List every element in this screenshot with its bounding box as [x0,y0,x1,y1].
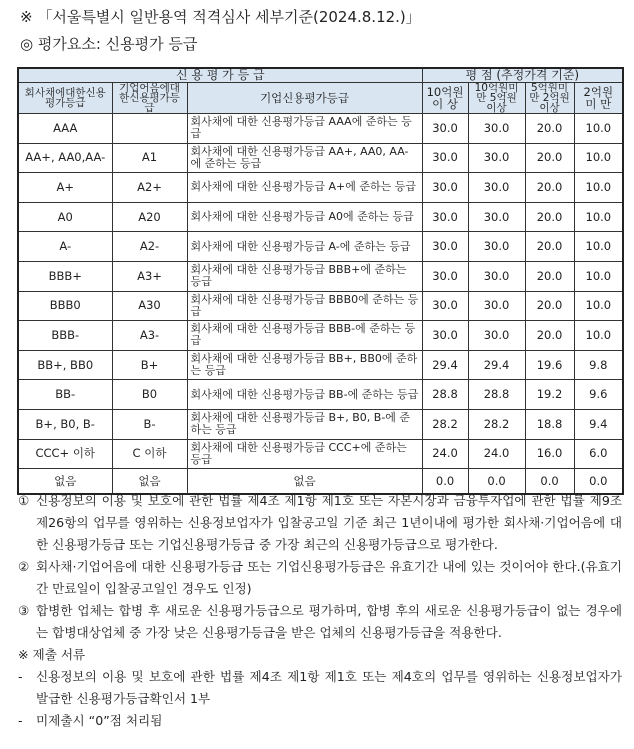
table-cell: 30.0 [422,321,468,351]
table-cell: 10.0 [574,232,623,262]
notes-section [18,490,622,732]
table-cell: A2- [112,232,187,262]
column-header: 회사채에대한신용평가등급 [18,83,112,114]
table-cell: B+ [112,350,187,380]
table-cell: 9.8 [574,350,623,380]
table-cell: 회사채에 대한 신용평가등급 AAA에 준하는 등급 [187,114,422,144]
table-cell: A1 [112,143,187,173]
section-subtitle: ◎ 평가요소: 신용평가 등급 [20,35,198,53]
table-cell: 9.4 [574,409,623,439]
table-cell: 20.0 [525,321,574,351]
table-cell: 회사채에 대한 신용평가등급 BB-에 준하는 등급 [187,380,422,410]
note-item [18,556,622,600]
table-cell: 20.0 [525,114,574,144]
table-cell: AAA [18,114,112,144]
table-cell: 회사채에 대한 신용평가등급 A-에 준하는 등급 [187,232,422,262]
note-marker: ② [18,559,30,574]
table-cell: 28.8 [468,380,525,410]
table-cell: 30.0 [468,291,525,321]
table-row [18,380,623,410]
submission-item [18,710,622,732]
table-cell: A0 [18,202,112,232]
submission-heading: ※ 제출 서류 [18,647,86,662]
table-cell: A- [18,232,112,262]
table-cell: 회사채에 대한 신용평가등급 BBB0에 준하는 등급 [187,291,422,321]
table-cell: 10.0 [574,291,623,321]
table-row [18,350,623,380]
table-row [18,232,623,262]
table-cell: 회사채에 대한 신용평가등급 BBB-에 준하는 등급 [187,321,422,351]
table-cell: 30.0 [468,232,525,262]
table-cell: BBB+ [18,261,112,291]
table-cell: 28.2 [422,409,468,439]
table-cell: 30.0 [468,202,525,232]
table-cell: 28.8 [422,380,468,410]
column-header: 10억원미만 5억원이상 [468,83,525,114]
table-row [18,291,623,321]
table-cell: A3- [112,321,187,351]
table-row [18,114,623,144]
table-cell: 30.0 [468,261,525,291]
note-marker: ① [18,493,30,508]
table-cell: B0 [112,380,187,410]
table-cell: 30.0 [468,321,525,351]
table-cell: 없음 [18,469,112,495]
table-cell: 0.0 [525,469,574,495]
note-item [18,600,622,644]
table-cell: 10.0 [574,261,623,291]
table-cell: B+, B0, B- [18,409,112,439]
table-cell: 회사채에 대한 신용평가등급 A0에 준하는 등급 [187,202,422,232]
column-header: 10억원 이 상 [422,83,468,114]
table-cell: 30.0 [422,114,468,144]
table-cell: 30.0 [422,202,468,232]
table-cell: 20.0 [525,143,574,173]
table-cell: 29.4 [422,350,468,380]
table-cell: 6.0 [574,439,623,469]
table-cell: BBB0 [18,291,112,321]
table-cell: 회사채에 대한 신용평가등급 B+, B0, B-에 준하는 등급 [187,409,422,439]
table-cell: 없음 [187,469,422,495]
table-cell: 회사채에 대한 신용평가등급 A+에 준하는 등급 [187,173,422,203]
table-cell: 30.0 [422,143,468,173]
note-text: 신용정보의 이용 및 보호에 관한 법률 제4조 제1항 제1호 또는 자본시장과 금융투자업에 관한 법률 제9조 제26항의 업무를 영위하는 신용정보업자가 입찰공고일 기준 최근 1년이내에 평가한 회사채·기업어음에 대한 신용평가등급 또는 기업신용평가등급 중 가장 최근의 신용평가등급으로 평가한다. [36,493,622,552]
table-cell: 0.0 [574,469,623,495]
table-cell: 20.0 [525,202,574,232]
table-cell: BBB- [18,321,112,351]
table-cell: AA+, AA0,AA- [18,143,112,173]
note-text: 회사채·기업어음에 대한 신용평가등급 또는 기업신용평가등급은 유효기간 내에 있는 것이어야 한다.(유효기간 만료일이 입찰공고일인 경우도 인정) [36,559,622,596]
table-row [18,321,623,351]
table-cell: 20.0 [525,232,574,262]
column-header: 기업어음에대한신용평가등급 [112,83,187,114]
table-cell: 10.0 [574,173,623,203]
table-cell: A+ [18,173,112,203]
table-row [18,261,623,291]
table-cell: 0.0 [422,469,468,495]
table-cell: BB+, BB0 [18,350,112,380]
table-cell: BB- [18,380,112,410]
table-cell: 24.0 [468,439,525,469]
column-header: 기업신용평가등급 [187,83,422,114]
table-cell: 30.0 [422,173,468,203]
table-cell: 30.0 [468,114,525,144]
header-group-rating: 신 용 평 가 등 급 [18,68,422,83]
table-cell: 24.0 [422,439,468,469]
table-cell: 30.0 [468,143,525,173]
note-text: 신용정보의 이용 및 보호에 관한 법률 제4조 제1항 제1호 또는 제4호의 업무를 영위하는 신용정보업자가 발급한 신용평가등급확인서 1부 [36,669,622,706]
table-cell: A3+ [112,261,187,291]
note-marker: - [18,669,23,684]
table-cell: CCC+ 이하 [18,439,112,469]
table-cell: B- [112,409,187,439]
note-text: 미제출시 “0”점 처리됨 [36,713,163,728]
table-cell: 30.0 [422,291,468,321]
table-cell: 9.6 [574,380,623,410]
header-group-score: 평 점 (추정가격 기준) [422,68,623,83]
table-cell: 10.0 [574,143,623,173]
table-cell: 회사채에 대한 신용평가등급 BBB+에 준하는 등급 [187,261,422,291]
credit-rating-table [17,67,624,495]
note-text: 합병한 업체는 합병 후 새로운 신용평가등급으로 평가하며, 합병 후의 새로운 신용평가등급이 없는 경우에는 합병대상업체 중 가장 낮은 신용평가등급을 받은 업체의 신용평가등급을 적용한다. [36,603,622,640]
table-cell: 10.0 [574,321,623,351]
column-header: 5억원미만 2억원이상 [525,83,574,114]
submission-item [18,666,622,710]
table-row [18,409,623,439]
table-cell: 30.0 [422,261,468,291]
table-cell: C 이하 [112,439,187,469]
table-cell: 19.2 [525,380,574,410]
table-cell: A2+ [112,173,187,203]
table-row [18,143,623,173]
document-title: ※ 「서울특별시 일반용역 적격심사 세부기준(2024.8.12.)」 [20,8,421,26]
column-header: 2억원 미 만 [574,83,623,114]
table-cell: 30.0 [468,173,525,203]
note-item [18,490,622,556]
table-cell: 10.0 [574,202,623,232]
table-cell: 29.4 [468,350,525,380]
note-marker: - [18,713,23,728]
table-cell: 18.8 [525,409,574,439]
table-cell: 10.0 [574,114,623,144]
table-cell: 30.0 [422,232,468,262]
table-cell: 19.6 [525,350,574,380]
table-row [18,439,623,469]
note-marker: ③ [18,603,30,618]
table-cell: 28.2 [468,409,525,439]
table-cell [112,114,187,144]
table-row [18,173,623,203]
table-cell: 회사채에 대한 신용평가등급 CCC+에 준하는 등급 [187,439,422,469]
table-cell: 없음 [112,469,187,495]
table-cell: 회사채에 대한 신용평가등급 BB+, BB0에 준하는 등급 [187,350,422,380]
table-cell: A30 [112,291,187,321]
table-cell: 16.0 [525,439,574,469]
table-cell: 0.0 [468,469,525,495]
table-cell: A20 [112,202,187,232]
table-cell: 20.0 [525,261,574,291]
table-cell: 20.0 [525,173,574,203]
table-cell: 20.0 [525,291,574,321]
table-row [18,202,623,232]
table-cell: 회사채에 대한 신용평가등급 AA+, AA0, AA-에 준하는 등급 [187,143,422,173]
